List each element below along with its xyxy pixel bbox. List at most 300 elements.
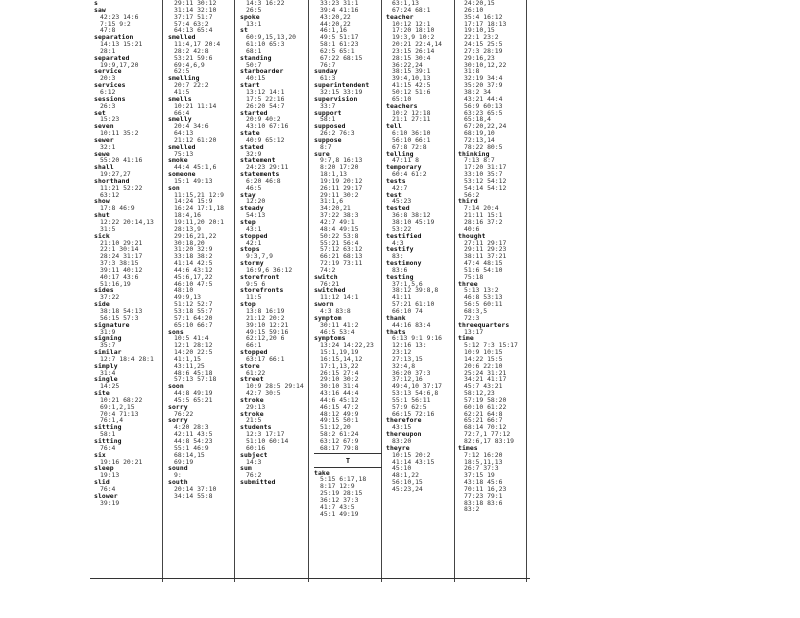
index-term: telling: [386, 149, 414, 158]
page-line-refs: 55:1 46:9: [174, 443, 209, 452]
page-line-refs: 5:13 13:2: [464, 286, 499, 295]
index-term: stroke: [240, 409, 264, 418]
page-line-refs: 9:3,7,9: [246, 252, 273, 261]
index-term: sides: [94, 286, 114, 295]
page-line-refs: 24:20,15: [464, 0, 495, 7]
index-term: tested: [386, 204, 410, 213]
page-line-refs: 62:5: [174, 67, 190, 76]
page-line-refs: 32:1: [100, 142, 116, 151]
page-line-refs: 35:4 16:12: [464, 12, 503, 21]
index-term: standing: [240, 53, 272, 62]
page-line-refs: 18:4,16: [174, 211, 201, 220]
page-line-refs: 10:2 12:18: [392, 108, 431, 117]
page-line-refs: 8:7: [320, 142, 332, 151]
page-line-refs: 76:7: [320, 60, 336, 69]
page-line-refs: 32:4,8: [392, 361, 416, 370]
page-line-refs: 68:14 70:12: [464, 423, 507, 432]
index-term: separated: [94, 53, 130, 62]
page-line-refs: 64:13 65:4: [174, 26, 213, 35]
page-line-refs: 19:10,15: [464, 26, 495, 35]
index-term: six: [94, 450, 106, 459]
index-term: shall: [94, 163, 114, 172]
page-line-refs: 21:5: [246, 416, 262, 425]
page-line-refs: 26:2 76:3: [320, 129, 355, 138]
page-line-refs: 17:17 18:13: [464, 19, 507, 28]
page-line-refs: 36:12 37:3: [320, 495, 359, 504]
page-line-refs: 41:1,15: [174, 354, 201, 363]
page-line-refs: 44:8 49:19: [174, 389, 213, 398]
page-line-refs: 44:6 43:12: [174, 265, 213, 274]
page-line-refs: 11:4,17 20:4: [174, 40, 221, 49]
page-line-refs: 39:11 40:12: [100, 265, 143, 274]
page-line-refs: 44:20,22: [320, 19, 351, 28]
page-line-refs: 39:10 12:21: [246, 320, 289, 329]
index-term: set: [94, 108, 106, 117]
page-line-refs: 53:22: [392, 224, 412, 233]
index-term: sure: [314, 149, 330, 158]
index-term: stopped: [240, 231, 268, 240]
index-term: separation: [94, 33, 134, 42]
page-line-refs: 63:12 67:9: [320, 437, 359, 445]
page-line-refs: 34:21 41:17: [464, 375, 507, 384]
page-line-refs: 19:11,20 20:1: [174, 218, 225, 226]
page-line-refs: 17:8 46:9: [100, 204, 135, 213]
page-line-refs: 66:1: [246, 341, 262, 350]
index-term: sunday: [314, 67, 338, 76]
index-term: sessions: [94, 94, 126, 103]
page-line-refs: 21:10 29:21: [100, 238, 143, 247]
index-term: thinking: [458, 149, 490, 158]
page-line-refs: 10:21 68:22: [100, 395, 143, 404]
index-term: smelled: [168, 33, 196, 42]
page-line-refs: 12:22 20:14,13: [100, 218, 154, 226]
page-line-refs: 34:20,21: [320, 204, 351, 213]
page-line-refs: 29:16,21,22: [174, 231, 217, 240]
page-line-refs: 48:12 49:9: [320, 409, 359, 418]
page-line-refs: 28:1: [100, 46, 116, 55]
index-term: sitting: [94, 423, 122, 432]
page-line-refs: 61:10 65:3: [246, 40, 285, 49]
page-line-refs: 27:11 29:17: [464, 238, 507, 247]
index-term: thought: [458, 231, 486, 240]
index-term: step: [240, 218, 256, 226]
page-line-refs: 83:18 83:6: [464, 498, 503, 507]
page-line-refs: 53:13 54:6,8: [392, 389, 439, 398]
page-line-refs: 14:22 15:5: [464, 354, 503, 363]
page-line-refs: 63:17 66:1: [246, 354, 285, 363]
page-line-refs: 36:20 37:3: [392, 368, 431, 377]
page-line-refs: 31:1,6: [320, 197, 344, 206]
page-line-refs: 40:9 65:12: [246, 135, 285, 144]
index-column-3: [240, 0, 310, 578]
page-line-refs: 56:2: [464, 190, 480, 199]
page-line-refs: 43:21 44:4: [464, 94, 503, 103]
page-line-refs: 74:2: [320, 265, 336, 274]
page-line-refs: 10:12 12:1: [392, 19, 431, 28]
page-line-refs: 14:3 16:22: [246, 0, 285, 7]
page-line-refs: 83:20: [392, 437, 412, 445]
page-line-refs: 57:1 64:20: [174, 313, 213, 322]
page-line-refs: 46:15 47:2: [320, 402, 359, 411]
index-term: testing: [386, 272, 414, 281]
index-term: symptom: [314, 313, 342, 322]
page-line-refs: 9:7,8 16:13: [320, 156, 363, 165]
page-line-refs: 45:7 43:21: [464, 382, 503, 391]
index-term: stops: [240, 245, 260, 254]
index-term: sewe: [94, 149, 110, 158]
index-term: spoke: [240, 12, 260, 21]
page-line-refs: 60:4 61:2: [392, 170, 427, 179]
page-line-refs: 42:1: [246, 238, 262, 247]
page-line-refs: 30:18,20: [174, 238, 205, 247]
page-line-refs: 7:12 16:20: [464, 450, 503, 459]
page-line-refs: 5:15 6:17,18: [320, 475, 367, 484]
page-line-refs: 61:3: [320, 74, 336, 83]
page-line-refs: 70:4 71:13: [100, 409, 139, 418]
page-line-refs: 14:24 15:9: [174, 197, 213, 206]
index-term: subject: [240, 450, 268, 459]
page-line-refs: 32:9: [246, 149, 262, 158]
index-term: smelling: [168, 74, 200, 83]
page-line-refs: 28:2 42:8: [174, 46, 209, 55]
index-term: sons: [168, 327, 184, 336]
page-line-refs: 30:11 41:2: [320, 320, 359, 329]
index-term: smells: [168, 94, 192, 103]
index-term: street: [240, 375, 264, 384]
index-term: threequarters: [458, 320, 510, 329]
index-term: steady: [240, 204, 264, 213]
page-line-refs: 13:8 16:19: [246, 306, 285, 315]
page-line-refs: 76:4: [100, 484, 116, 493]
page-line-refs: 63:23 65:5: [464, 108, 503, 117]
page-line-refs: 44:16 83:4: [392, 320, 431, 329]
index-term: supervision: [314, 94, 358, 103]
page-line-refs: 43:15: [392, 423, 412, 432]
page-line-refs: 76:2: [246, 471, 262, 480]
page-line-refs: 40:6: [464, 224, 480, 233]
page-line-refs: 13:12 14:1: [246, 87, 285, 96]
page-line-refs: 43:16 44:4: [320, 389, 359, 398]
page-line-refs: 8:20 17:20: [320, 163, 359, 172]
page-line-refs: 30:10,12,22: [464, 60, 507, 69]
page-line-refs: 70:11 16,23: [464, 484, 507, 493]
page-line-refs: 28:13,9: [174, 224, 201, 233]
page-line-refs: 17:20 31:17: [464, 163, 507, 172]
page-line-refs: 41:14 43:15: [392, 457, 435, 466]
page-line-refs: 54:14 54:12: [464, 183, 507, 192]
page-line-refs: 20:14 37:10: [174, 484, 217, 493]
page-line-refs: 10:9 28:5 29:14: [246, 382, 304, 391]
index-term: simply: [94, 361, 118, 370]
page-line-refs: 56:10,15: [392, 478, 423, 487]
page-line-refs: 45:23,24: [392, 484, 423, 493]
page-line-refs: 19:9,17,20: [100, 60, 139, 69]
page-line-refs: 65:21 66:7: [464, 416, 503, 425]
page-line-refs: 20:7 22:2: [174, 81, 209, 90]
index-term: storefronts: [240, 286, 284, 295]
page-line-refs: 28:16 37:2: [464, 218, 503, 226]
page-line-refs: 41:5: [174, 87, 190, 96]
page-line-refs: 12:1 28:12: [174, 341, 213, 350]
page-line-refs: 51:16,19: [100, 279, 131, 288]
page-line-refs: 17:20 18:10: [392, 26, 435, 35]
page-line-refs: 15:23: [100, 115, 120, 124]
page-line-refs: 47:11 8: [392, 156, 419, 165]
page-line-refs: 55:20 41:16: [100, 156, 143, 165]
page-line-refs: 21:12 61:20: [174, 135, 217, 144]
page-line-refs: 58:1: [100, 430, 116, 439]
bottom-rule: [90, 578, 530, 579]
index-term: suppose: [314, 135, 342, 144]
page-line-refs: 37:1,5,6: [392, 279, 423, 288]
index-term: son: [168, 183, 180, 192]
page-line-refs: 60:10 61:22: [464, 402, 507, 411]
index-term: thats: [386, 327, 406, 336]
page-line-refs: 16:9,6 36:12: [246, 265, 293, 274]
page-line-refs: 29:11 30:2: [320, 190, 359, 199]
page-line-refs: 64:13: [174, 129, 194, 138]
page-line-refs: 21:11 15:1: [464, 211, 503, 220]
page-line-refs: 37:22 38:3: [320, 211, 359, 220]
page-line-refs: 46:8 53:13: [464, 293, 503, 302]
page-line-refs: 45:10: [392, 464, 412, 473]
index-term: switch: [314, 272, 338, 281]
page-line-refs: 31:8: [464, 67, 480, 76]
page-line-refs: 23:15 26:14: [392, 46, 435, 55]
page-line-refs: 42:23 14:6: [100, 12, 139, 21]
index-term: test: [386, 190, 402, 199]
page-line-refs: 38:18 54:13: [100, 306, 143, 315]
page-line-refs: 66:10 74: [392, 306, 423, 315]
page-line-refs: 83:: [392, 252, 404, 261]
page-line-refs: 53:21 59:6: [174, 53, 213, 62]
page-line-refs: 38:11 37:21: [464, 252, 507, 261]
page-line-refs: 31:20 32:9: [174, 245, 213, 254]
index-term: smelled: [168, 142, 196, 151]
page-line-refs: 78:22 80:5: [464, 142, 503, 151]
index-term: someone: [168, 170, 196, 179]
page-line-refs: 69:4,6,9: [174, 60, 205, 69]
index-term: three: [458, 279, 478, 288]
page-line-refs: 65:18,4: [464, 115, 491, 124]
page-line-refs: 16:24 17:1,18: [174, 204, 225, 213]
page-line-refs: 37:22: [100, 293, 120, 302]
page-line-refs: 31:9: [100, 327, 116, 336]
page-line-refs: 10:5 41:4: [174, 334, 209, 343]
index-term: services: [94, 81, 126, 90]
page-line-refs: 26:20 54:7: [246, 101, 285, 110]
page-line-refs: 18:5,11,13: [464, 457, 503, 466]
page-line-refs: 48:10: [174, 286, 194, 295]
page-line-refs: 76:21: [320, 279, 340, 288]
index-term: therefore: [386, 416, 422, 425]
index-term: sewer: [94, 135, 114, 144]
page-line-refs: 41:15 42:5: [392, 81, 431, 90]
page-line-refs: 58:1 61:23: [320, 40, 359, 49]
page-line-refs: 46:1,16: [320, 26, 347, 35]
page-line-refs: 40:15: [246, 74, 266, 83]
page-line-refs: 44:4 45:1,6: [174, 163, 217, 172]
page-line-refs: 39:4 41:16: [320, 5, 359, 14]
page-line-refs: 60:16: [246, 443, 266, 452]
page-line-refs: 30:10 31:4: [320, 382, 359, 391]
index-term: s: [94, 0, 98, 7]
index-term: teacher: [386, 12, 414, 21]
page-line-refs: 41:11: [392, 293, 412, 302]
index-term: st: [240, 26, 248, 35]
page-line-refs: 44:6 45:12: [320, 395, 359, 404]
page-line-refs: 26:10: [464, 5, 484, 14]
index-term: smelly: [168, 115, 192, 124]
page-line-refs: 24:15 25:5: [464, 40, 503, 49]
index-term: store: [240, 361, 260, 370]
index-term: side: [94, 300, 110, 309]
page-line-refs: 14:3: [246, 457, 262, 466]
page-line-refs: 67:8 72:8: [392, 142, 427, 151]
page-line-refs: 4:3: [392, 238, 404, 247]
index-term: statements: [240, 170, 280, 179]
page-line-refs: 45:6,17,22: [174, 272, 213, 281]
page-line-refs: 11:5: [246, 293, 262, 302]
page-line-refs: 49:4,10 37:17: [392, 382, 443, 391]
page-line-refs: 43:20,22: [320, 12, 351, 21]
page-line-refs: 50:7: [246, 60, 262, 69]
page-line-refs: 15:1,19,19: [320, 348, 359, 357]
page-line-refs: 42:7 30:5: [246, 389, 281, 398]
index-term: start: [240, 81, 260, 90]
page-line-refs: 22:1 23:2: [464, 33, 499, 42]
index-term: stop: [240, 300, 256, 309]
page-line-refs: 20:4 34:6: [174, 122, 209, 131]
page-line-refs: 56:15 57:3: [100, 313, 139, 322]
index-term: thank: [386, 313, 406, 322]
index-term: signing: [94, 334, 122, 343]
page-line-refs: 12:7 18:4 28:1: [100, 354, 154, 363]
page-line-refs: 56:5 60:11: [464, 300, 503, 309]
index-term: statement: [240, 156, 276, 165]
page-line-refs: 42:7: [392, 183, 408, 192]
page-line-refs: 28:15 30:4: [392, 53, 431, 62]
page-line-refs: 68:3,5: [464, 306, 488, 315]
page-line-refs: 62:5 65:1: [320, 46, 355, 55]
index-term: switched: [314, 286, 346, 295]
page-line-refs: 57:21 61:10: [392, 300, 435, 309]
page-line-refs: 12:16 13:: [392, 341, 427, 350]
index-column-2: [168, 0, 238, 578]
page-line-refs: 48:1,22: [392, 471, 419, 480]
page-line-refs: 9:: [174, 471, 182, 480]
page-line-refs: 37:17 51:7: [174, 12, 213, 21]
index-term: students: [240, 423, 272, 432]
page-line-refs: 62:12,20 6: [246, 334, 285, 343]
index-term: time: [458, 334, 474, 343]
index-term: theyre: [386, 443, 410, 452]
page-line-refs: 60:9,15,13,20: [246, 33, 297, 42]
page-line-refs: 37:3 38:15: [100, 259, 139, 268]
index-term: starboarder: [240, 67, 284, 76]
page-line-refs: 40:17 43:6: [100, 272, 139, 281]
page-line-refs: 24:23 29:11: [246, 163, 289, 172]
index-term: stopped: [240, 348, 268, 357]
page-line-refs: 75:18: [464, 272, 484, 281]
index-term: testimony: [386, 259, 422, 268]
page-line-refs: 48:4 49:15: [320, 224, 359, 233]
page-line-refs: 68:19,10: [464, 129, 495, 138]
page-line-refs: 33:18 38:2: [174, 252, 213, 261]
page-line-refs: 39:4,10,13: [392, 74, 431, 83]
page-line-refs: 6:20 46:8: [246, 176, 281, 185]
page-line-refs: 26:7 37:3: [464, 464, 499, 473]
page-line-refs: 10:11 35:2: [100, 129, 139, 138]
page-line-refs: 13:1: [246, 19, 262, 28]
page-line-refs: 66:15 72:16: [392, 409, 435, 418]
page-line-refs: 46:5 53:4: [320, 327, 355, 336]
page-line-refs: 16:15,14,12: [320, 354, 363, 363]
page-line-refs: 29:10 30:2: [320, 375, 359, 384]
page-line-refs: 56:10 66:1: [392, 135, 431, 144]
page-line-refs: 20:9 40:2: [246, 115, 281, 124]
page-line-refs: 55:21 56:4: [320, 238, 359, 247]
page-line-refs: 46:5: [246, 183, 262, 192]
page-line-refs: 20:6 22:10: [464, 361, 503, 370]
page-line-refs: 57:19 58:20: [464, 395, 507, 404]
page-line-refs: 68:14,15: [174, 450, 205, 459]
index-page: [90, 0, 530, 582]
section-letter: T: [345, 456, 351, 465]
page-line-refs: 33:10 35:7: [464, 170, 503, 179]
page-line-refs: 13:17: [464, 327, 484, 336]
page-line-refs: 72:3: [464, 313, 480, 322]
page-line-refs: 83:6: [392, 265, 408, 274]
page-line-refs: 76:1,4: [100, 416, 124, 425]
index-term: service: [94, 67, 122, 76]
page-line-refs: 7:14 20:4: [464, 204, 499, 213]
page-line-refs: 38:10 45:19: [392, 218, 435, 226]
page-line-refs: 31:4: [100, 368, 116, 377]
page-line-refs: 19:19 20:12: [320, 176, 363, 185]
index-column-1: [94, 0, 160, 578]
page-line-refs: 31:5: [100, 224, 116, 233]
page-line-refs: 49:5 51:17: [320, 33, 359, 42]
page-line-refs: 15:1 49:13: [174, 176, 213, 185]
page-line-refs: 34:14 55:8: [174, 491, 213, 500]
page-line-refs: 67:20,22,24: [464, 122, 507, 131]
page-line-refs: 43:11,25: [174, 361, 205, 370]
page-line-refs: 49:15 50:1: [320, 416, 359, 425]
index-term: show: [94, 197, 110, 206]
index-term: take: [314, 468, 330, 477]
page-line-refs: 5:12 7:3 15:17: [464, 341, 518, 350]
index-term: stormy: [240, 259, 264, 268]
page-line-refs: 58:12,23: [464, 389, 495, 398]
page-line-refs: 17:1,13,22: [320, 361, 359, 370]
page-line-refs: 32:19 34:4: [464, 74, 503, 83]
page-line-refs: 11:12 14:1: [320, 293, 359, 302]
index-term: slid: [94, 478, 110, 487]
page-line-refs: 49:15 59:16: [246, 327, 289, 336]
page-line-refs: 63:12: [100, 190, 120, 199]
page-line-refs: 49:9,13: [174, 293, 201, 302]
index-term: signature: [94, 320, 130, 329]
page-line-refs: 29:11 30:12: [174, 0, 217, 7]
page-line-refs: 10:9 10:15: [464, 348, 503, 357]
index-term: supposed: [314, 122, 346, 131]
page-line-refs: 66:4: [174, 108, 190, 117]
page-line-refs: 36:22,24: [392, 60, 423, 69]
page-line-refs: 36:8 38:12: [392, 211, 431, 220]
page-line-refs: 20:21 22:4,14: [392, 40, 443, 49]
page-line-refs: 38:2 34: [464, 87, 491, 96]
